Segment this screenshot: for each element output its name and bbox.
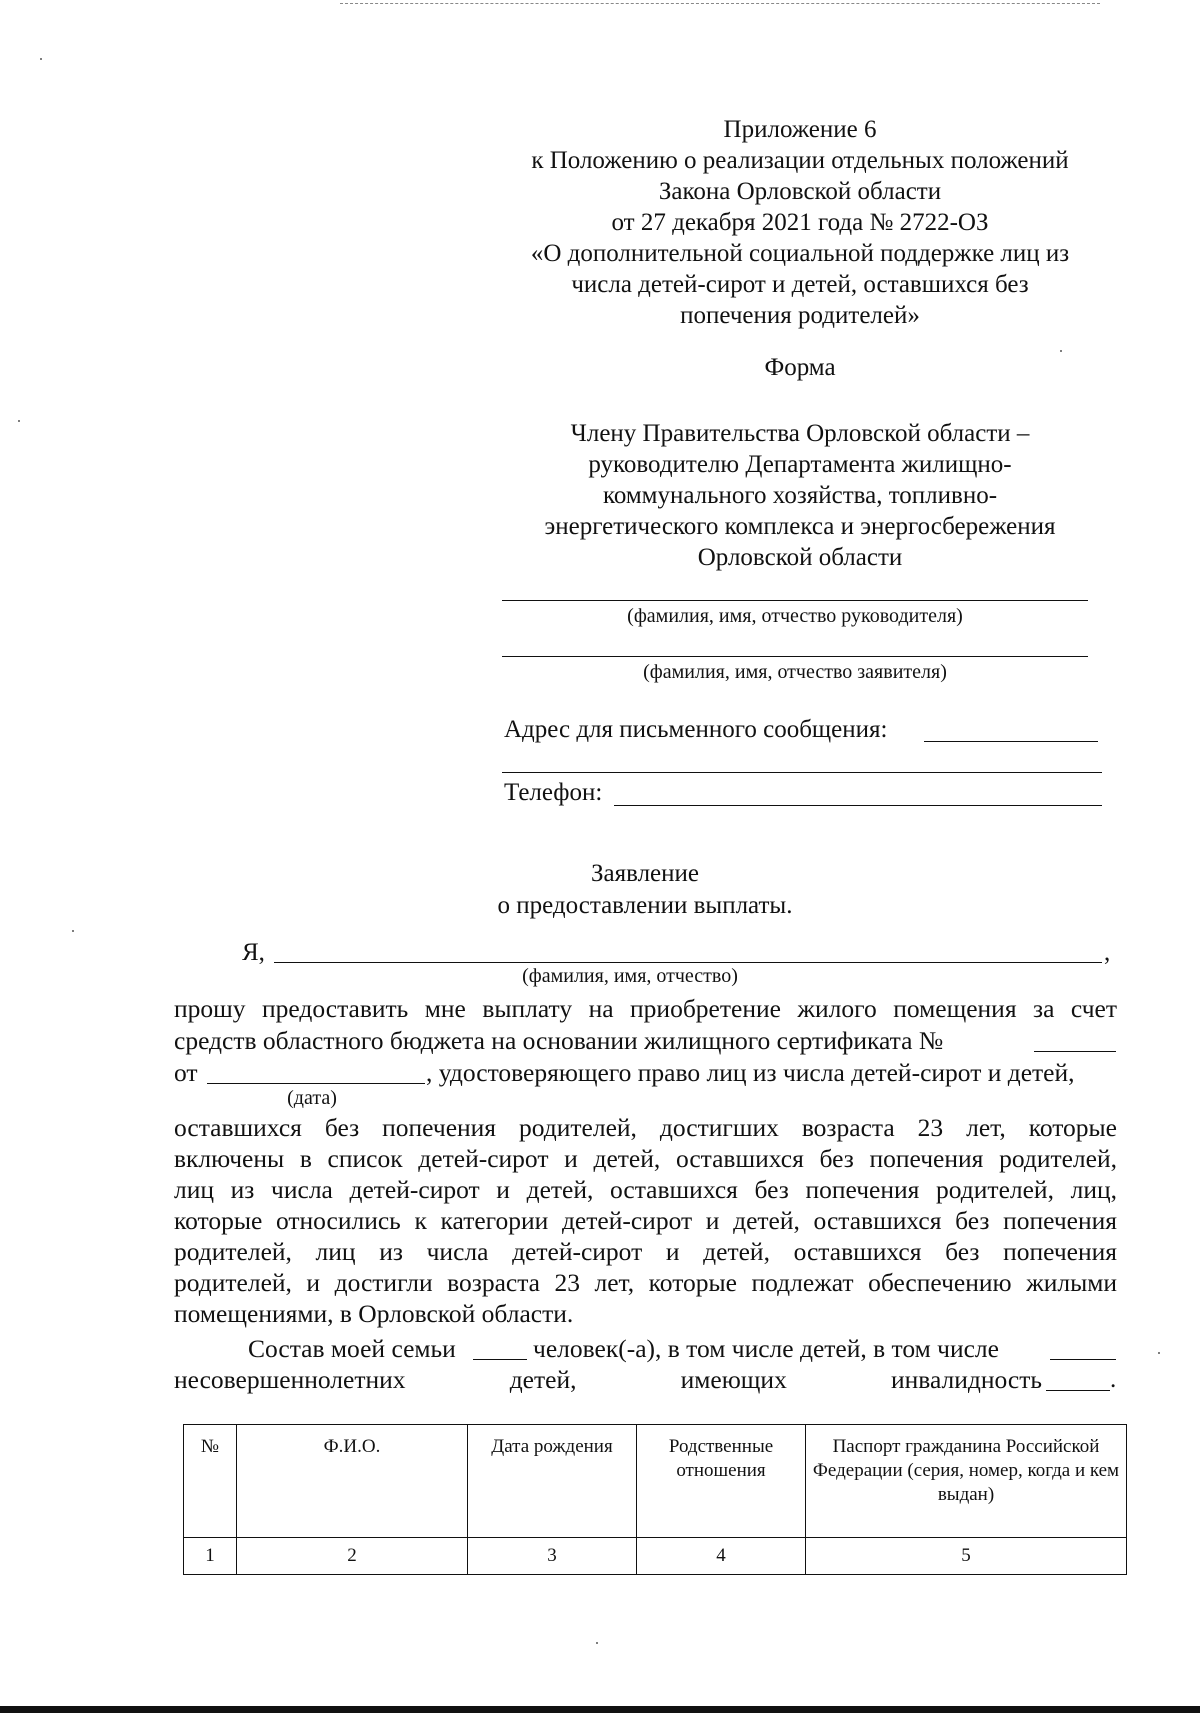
table-cell: 4 [637,1538,806,1575]
certificate-date-field[interactable] [207,1083,425,1084]
addressee-line: энергетического комплекса и энергосбережения [544,513,1056,540]
fio-caption: (фамилия, имя, отчество) [522,965,738,987]
table-header-cell: № [184,1425,237,1538]
i-label: Я, [242,939,265,966]
appendix-line: от 27 декабря 2021 года № 2722-ОЗ [611,209,989,236]
family-label: Состав моей семьи [248,1334,456,1363]
appendix-line: числа детей-сирот и детей, оставшихся без [571,271,1029,298]
address-field-line2[interactable] [502,772,1102,773]
family-line-2: несовершеннолетних детей, имеющих инвалидность [174,1365,1042,1394]
statement-body-line: помещениями, в Орловской области. [174,1299,574,1328]
certificate-number-field[interactable] [1034,1051,1116,1052]
addressee-line: Орловской области [697,544,903,571]
addressee-line: коммунального хозяйства, топливно- [602,482,998,509]
form-label: Форма [764,354,836,381]
table-cell: 2 [237,1538,468,1575]
applicant-name-field[interactable] [502,656,1088,657]
appendix-line: Закона Орловской области [658,178,942,205]
addressee-line: Члену Правительства Орловской области – [570,420,1030,447]
family-line-end: . [1110,1366,1117,1393]
addressee-line: руководителю Департамента жилищно- [588,451,1012,478]
phone-label: Телефон: [504,779,603,806]
scan-speck [1158,1352,1160,1354]
table-row [184,1538,1127,1575]
scan-speck [18,420,20,422]
statement-body-line: включены в список детей-сирот и детей, оставшихся без попечения родителей, [174,1144,1117,1173]
statement-line3-tail: , удостоверяющего право лиц из числа детей-сирот и детей, [426,1058,1075,1087]
statement-body-line: родителей, и достигли возраста 23 лет, которые подлежат обеспечению жилыми [174,1268,1117,1297]
scan-speck [40,58,42,60]
table-header-cell: Ф.И.О. [237,1425,468,1538]
table-cell: 5 [806,1538,1127,1575]
statement-body-line: лиц из числа детей-сирот и детей, оставшихся без попечения родителей, лиц, [174,1175,1117,1204]
scan-speck [596,1642,598,1644]
address-label: Адрес для письменного сообщения: [504,716,888,743]
table-header-cell: Родственные отношения [637,1425,806,1538]
fio-comma: , [1104,939,1111,966]
appendix-line: «О дополнительной социальной поддержке лиц из [530,240,1070,267]
appendix-line: к Положению о реализации отдельных положений [531,147,1069,174]
date-caption: (дата) [287,1087,337,1109]
fio-field[interactable] [274,962,1102,963]
statement-body-line: родителей, лиц из числа детей-сирот и детей, оставшихся без попечения [174,1237,1117,1266]
table-cell: 1 [184,1538,237,1575]
head-name-field[interactable] [502,600,1088,601]
table-header-cell: Паспорт гражданина Российской Федерации (серия, номер, когда и кем выдан) [806,1425,1127,1538]
scan-edge-bottom [0,1706,1200,1713]
appendix-line: попечения родителей» [680,302,920,329]
scan-speck [1060,350,1062,352]
table-header-row [184,1425,1127,1538]
statement-subtitle: о предоставлении выплаты. [497,892,793,919]
family-count-field[interactable] [473,1359,527,1360]
head-name-caption: (фамилия, имя, отчество руководителя) [627,605,963,627]
scan-speck [72,930,74,932]
family-members-table [183,1424,1127,1575]
applicant-name-caption: (фамилия, имя, отчество заявителя) [643,661,947,683]
family-label-2: человек(-а), в том числе детей, в том числе [533,1334,999,1363]
statement-body-line: которые относились к категории детей-сирот и детей, оставшихся без попечения [174,1206,1117,1235]
scan-edge-top [340,3,1100,4]
statement-body-line: оставшихся без попечения родителей, достигших возраста 23 лет, которые [174,1113,1117,1142]
from-label: от [174,1058,198,1087]
statement-title: Заявление [590,860,700,887]
statement-line1: прошу предоставить мне выплату на приобретение жилого помещения за счет [174,994,1117,1023]
disabled-children-count-field[interactable] [1046,1390,1110,1391]
statement-line2: средств областного бюджета на основании жилищного сертификата № [174,1026,944,1055]
address-field[interactable] [924,741,1098,742]
children-count-field[interactable] [1050,1359,1116,1360]
table-header-cell: Дата рождения [468,1425,637,1538]
phone-field[interactable] [614,805,1102,806]
appendix-title: Приложение 6 [723,116,877,143]
table-cell: 3 [468,1538,637,1575]
